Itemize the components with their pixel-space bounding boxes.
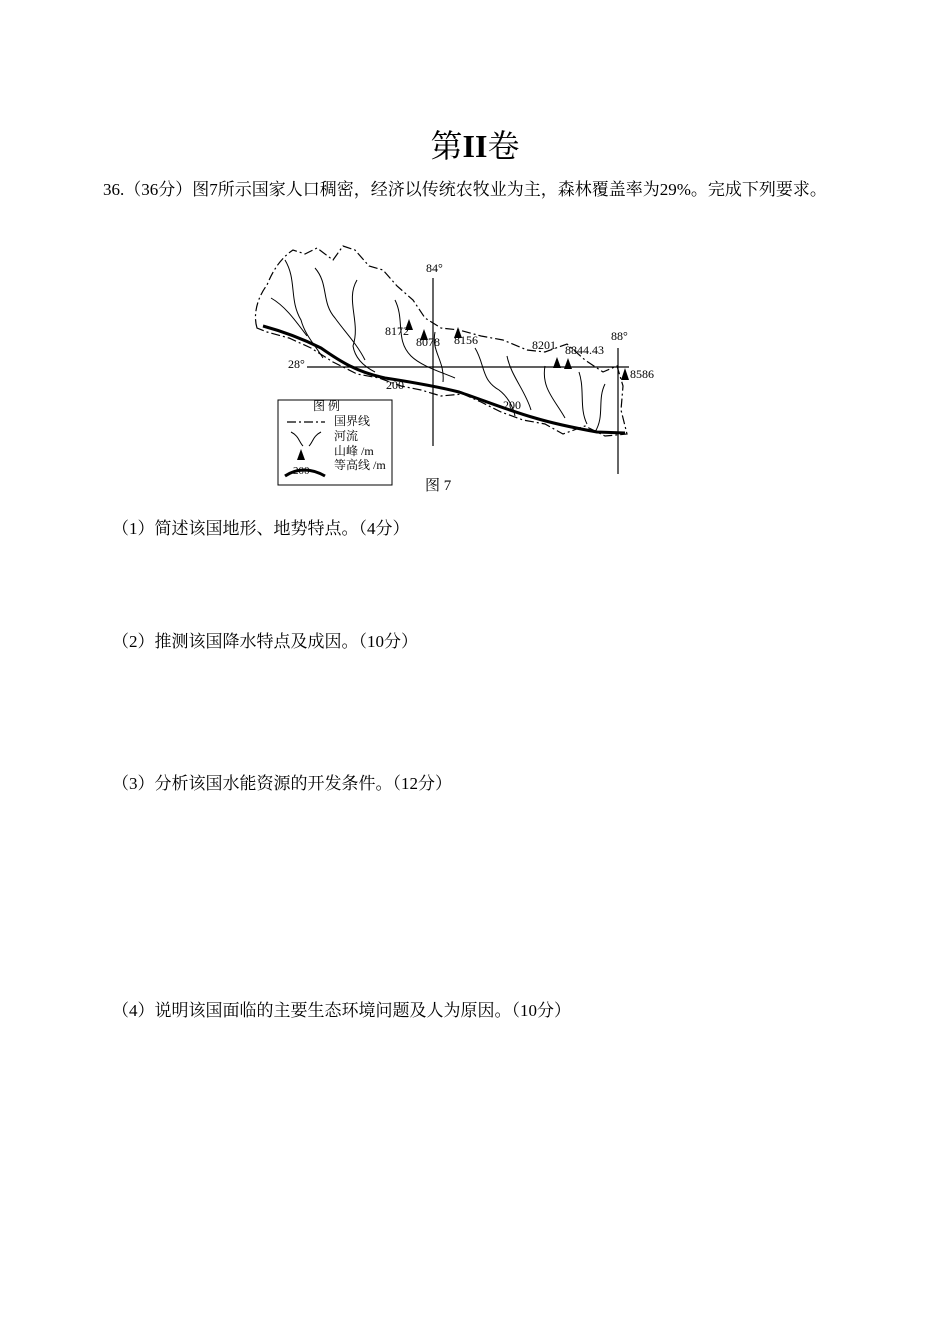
- contour-label: 200: [386, 378, 404, 392]
- figure-caption: 图 7: [425, 478, 452, 494]
- map-legend: [278, 398, 392, 485]
- peak-icon: [621, 368, 629, 380]
- sub-question-2: （2）推测该国降水特点及成因。（10分）: [112, 632, 418, 651]
- legend-river-label: 河流: [334, 429, 359, 443]
- sub-question-1: （1）简述该国地形、地势特点。（4分）: [112, 519, 410, 538]
- peak-label: 8586: [630, 367, 654, 381]
- sub-question-4: （4）说明该国面临的主要生态环境问题及人为原因。（10分）: [112, 1001, 571, 1020]
- question-number: 36.: [103, 180, 125, 199]
- longitude-label-88: 88°: [611, 329, 628, 343]
- section-title-suffix: 卷: [487, 128, 520, 164]
- section-title: [0, 126, 950, 166]
- legend-contour-label: 等高线 /m: [334, 458, 386, 472]
- peak-label: 8156: [454, 333, 478, 347]
- peak-label: 8078: [416, 335, 440, 349]
- peak-icon: [564, 358, 572, 369]
- longitude-label-84: 84°: [426, 261, 443, 275]
- peak-label: 8172: [385, 324, 409, 338]
- legend-title: 图 例: [313, 399, 341, 413]
- question-intro-text: （36分）图7所示国家人口稠密，经济以传统农牧业为主，森林覆盖率为29%。完成下列要求。: [124, 180, 827, 199]
- section-title-prefix: 第: [430, 128, 463, 164]
- peak-label: 8844.43: [565, 343, 604, 357]
- sub-question-3: （3）分析该国水能资源的开发条件。（12分）: [112, 774, 452, 793]
- question-36: [103, 176, 863, 204]
- nepal-map-figure: [245, 240, 665, 500]
- peak-label: 8201: [532, 338, 556, 352]
- contour-label: 200: [503, 398, 521, 412]
- peak-icon: [553, 357, 561, 368]
- legend-border-label: 国界线: [334, 414, 371, 428]
- legend-peak-label: 山峰 /m: [334, 444, 374, 458]
- latitude-label-28: 28°: [288, 357, 305, 371]
- section-title-roman: II: [462, 128, 488, 164]
- map-svg: [245, 240, 665, 500]
- legend-contour-sample: 200: [293, 465, 310, 477]
